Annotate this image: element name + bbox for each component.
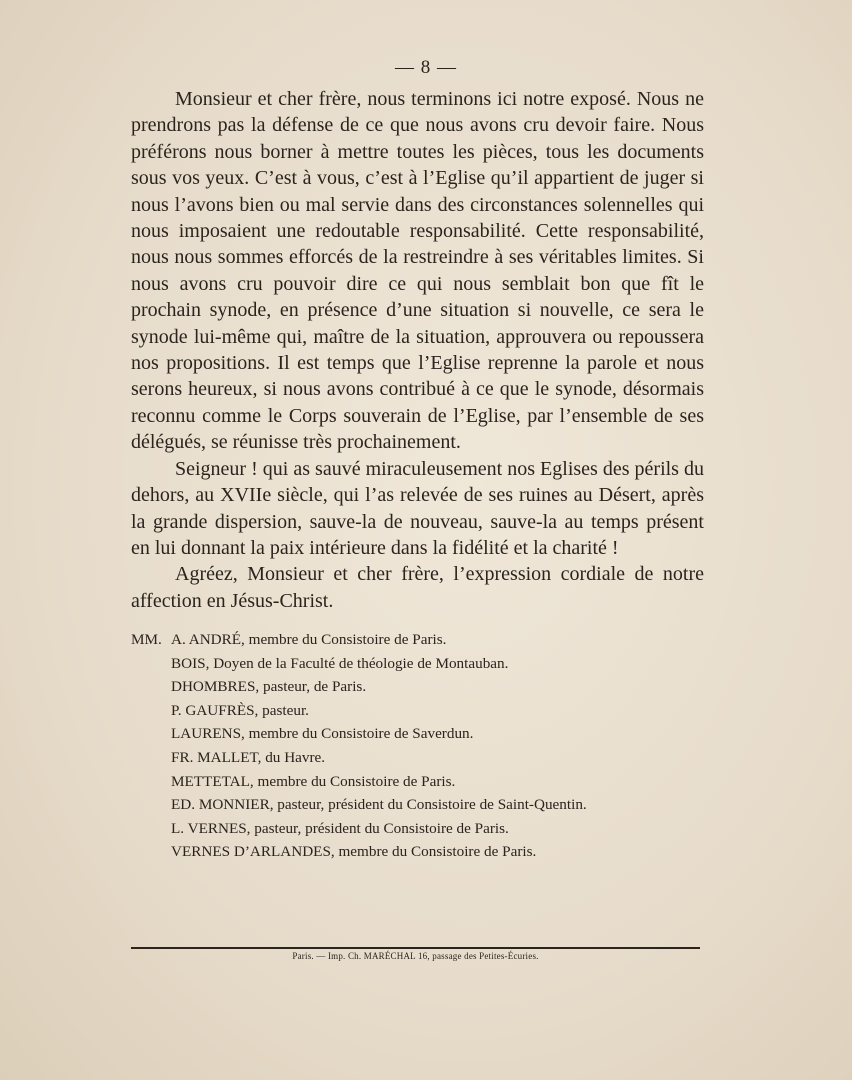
- printer-imprint: Paris. — Imp. Ch. MARÉCHAL 16, passage des Petites-Écuries.: [292, 951, 539, 961]
- signatory-row: [131, 628, 691, 652]
- page-number: — 8 —: [395, 57, 457, 78]
- signatories-list: [131, 628, 691, 864]
- signatory-row: METTETAL, membre du Consistoire de Paris.: [171, 772, 456, 790]
- signatory-row: P. GAUFRÈS, pasteur.: [171, 701, 309, 719]
- letter-body: [131, 86, 704, 614]
- paragraph-salutation: Agréez, Monsieur et cher frère, l’expression cordiale de notre affection en Jésus-Christ.: [131, 563, 704, 612]
- signatory-row: L. VERNES, pasteur, président du Consistoire de Paris.: [171, 819, 509, 837]
- signatory-row: ED. MONNIER, pasteur, président du Consistoire de Saint-Quentin.: [171, 796, 587, 814]
- paragraph-prayer: Seigneur ! qui as sauvé miraculeusement nos Eglises des périls du dehors, au XVIIe siècle, qui l’as relevée de ses ruines au Désert, après la grande dispersion, sauve-la de nouveau, sauve-la au temps présent en lui donnant la paix intérieure dans la fidélité et la charité !: [131, 457, 704, 559]
- signatory-row: LAURENS, membre du Consistoire de Saverdun.: [171, 725, 474, 743]
- signatory-row: VERNES D’ARLANDES, membre du Consistoire de Paris.: [171, 843, 537, 861]
- signatory-row: FR. MALLET, du Havre.: [171, 748, 326, 766]
- paragraph-closing-statement: Monsieur et cher frère, nous terminons ici notre exposé. Nous ne prendrons pas la défense de ce que nous avons cru devoir faire. Nous préférons nous borner à mettre toutes les pièces, tous les documents sous vos yeux. C’est à vous, c’est à l’Eglise qu’il appartient de juger si nous l’avons bien ou mal servie dans des circonstances solennelles qui nous imposaient une redoutable responsabilité. Cette responsabilité, nous nous sommes efforcés de la restreindre à ses véritables limites. Si nous avons cru pouvoir dire ce qui nous semblait bon que fît le prochain synode, en présence d’une situation si nouvelle, ce sera le synode lui-même qui, maître de la situation, approuvera ou repoussera nos propositions. Il est temps que l’Eglise reprenne la parole et nous serons heureux, si nous avons contribué à ce que le synode, désormais reconnu comme le Corps souverain de l’Eglise, par l’ensemble de ses délégués, se réunisse très prochainement.: [131, 88, 704, 454]
- signatory-row: DHOMBRES, pasteur, de Paris.: [171, 678, 367, 696]
- signatories-prefix: MM.: [131, 631, 162, 648]
- footer-rule: [131, 947, 700, 949]
- signatory-row: BOIS, Doyen de la Faculté de théologie de Montauban.: [171, 654, 509, 672]
- signatory-name: A. ANDRÉ, membre du Consistoire de Paris.: [171, 631, 447, 648]
